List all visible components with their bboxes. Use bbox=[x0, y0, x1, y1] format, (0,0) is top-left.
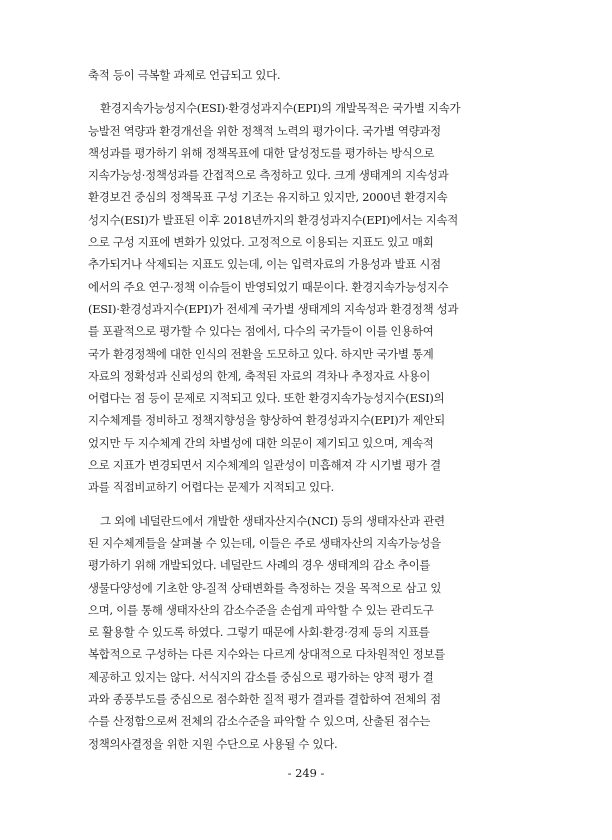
text-line: 지속가능성·정책성과를 간접적으로 측정하고 있다. 크게 생태계의 지속성과 bbox=[88, 168, 449, 183]
text-line: (ESI)·환경성과지수(EPI)가 전세계 국가별 생태계의 지속성과 환경정책 성과 bbox=[88, 301, 459, 316]
text-line: 으며, 이를 통해 생태자산의 감소수준을 손쉽게 파악할 수 있는 관리도구 bbox=[88, 602, 434, 617]
text-line: 그 외에 네덜란드에서 개발한 생태자산지수(NCI) 등의 생태자산과 관련 bbox=[100, 513, 445, 528]
text-line: 책성과를 평가하기 위해 정책목표에 대한 달성정도를 평가하는 방식으로 bbox=[88, 145, 435, 160]
text-line: 환경지속가능성지수(ESI)·환경성과지수(EPI)의 개발목적은 국가별 지속가 bbox=[100, 101, 461, 116]
text-line: 국가 환경정책에 대한 인식의 전환을 도모하고 있다. 하지만 국가별 통계 bbox=[88, 346, 434, 361]
text-line: 환경보건 중심의 정책목표 구성 기조는 유지하고 있지만, 2000년 환경지속 bbox=[88, 190, 448, 205]
text-line: 축적 등이 극복할 과제로 언급되고 있다. bbox=[88, 68, 281, 82]
text-line: 된 지수체계들을 살펴볼 수 있는데, 이들은 주로 생태자산의 지속가능성을 bbox=[88, 535, 441, 550]
text-line: 과를 직접비교하기 어렵다는 문제가 지적되고 있다. bbox=[88, 480, 335, 495]
text-line: 추가되거나 삭제되는 지표도 있는데, 이는 입력자료의 가용성과 발표 시점 bbox=[88, 257, 441, 272]
text-line: 생물다양성에 기초한 양-질적 상태변화를 측정하는 것을 목적으로 삼고 있 bbox=[88, 580, 442, 595]
paragraph bbox=[88, 510, 531, 755]
text-line: 지수체계를 정비하고 정책지향성을 향상하여 환경성과지수(EPI)가 제안되 bbox=[88, 413, 445, 428]
text-line: 성지수(ESI)가 발표된 이후 2018년까지의 환경성과지수(EPI)에서는 지속적 bbox=[88, 212, 459, 227]
text-line: 으로 지표가 변경되면서 지수체계의 일관성이 미흡해져 각 시기별 평가 결 bbox=[88, 458, 441, 473]
text-line: 복합적으로 구성하는 다른 지수와는 다르게 상대적으로 다차원적인 정보를 bbox=[88, 647, 445, 662]
text-line: 수를 산정함으로써 전체의 감소수준을 파악할 수 있으며, 산출된 점수는 bbox=[88, 714, 431, 729]
paragraph bbox=[88, 64, 531, 86]
text-line: 로 활용할 수 있도록 하였다. 그렇기 때문에 사회·환경·경제 등의 지표를 bbox=[88, 625, 430, 640]
paragraph-gap bbox=[88, 86, 531, 97]
paragraph-gap bbox=[88, 499, 531, 510]
text-line: 자료의 정확성과 신뢰성의 한계, 축적된 자료의 격차나 추정자료 사용이 bbox=[88, 368, 431, 383]
text-line: 제공하고 있지는 않다. 서식지의 감소를 중심으로 평가하는 양적 평가 결 bbox=[88, 669, 434, 684]
paragraph bbox=[88, 97, 531, 498]
text-line: 었지만 두 지수체계 간의 차별성에 대한 의문이 제기되고 있으며, 계속적 bbox=[88, 435, 434, 450]
body-text bbox=[88, 64, 531, 755]
text-line: 정책의사결정을 위한 지원 수단으로 사용될 수 있다. bbox=[88, 736, 338, 751]
text-line: 능발전 역량과 환경개선을 위한 정책적 노력의 평가이다. 국가별 역량과정 bbox=[88, 123, 441, 138]
text-line: 어렵다는 점 등이 문제로 지적되고 있다. 또한 환경지속가능성지수(ESI)의 bbox=[88, 391, 445, 406]
text-line: 으로 구성 지표에 변화가 있었다. 고정적으로 이용되는 지표도 있고 매회 bbox=[88, 235, 434, 250]
text-line: 에서의 주요 연구·정책 이슈들이 반영되었기 때문이다. 환경지속가능성지수 bbox=[88, 279, 449, 294]
text-line: 평가하기 위해 개발되었다. 네덜란드 사례의 경우 생태계의 감소 추이를 bbox=[88, 558, 431, 573]
page-number: - 249 - bbox=[287, 766, 325, 780]
text-line: 를 포괄적으로 평가할 수 있다는 점에서, 다수의 국가들이 이를 인용하여 bbox=[88, 324, 434, 339]
text-line: 과와 종풍부도를 중심으로 점수화한 질적 평가 결과를 결합하여 전체의 점 bbox=[88, 692, 441, 707]
